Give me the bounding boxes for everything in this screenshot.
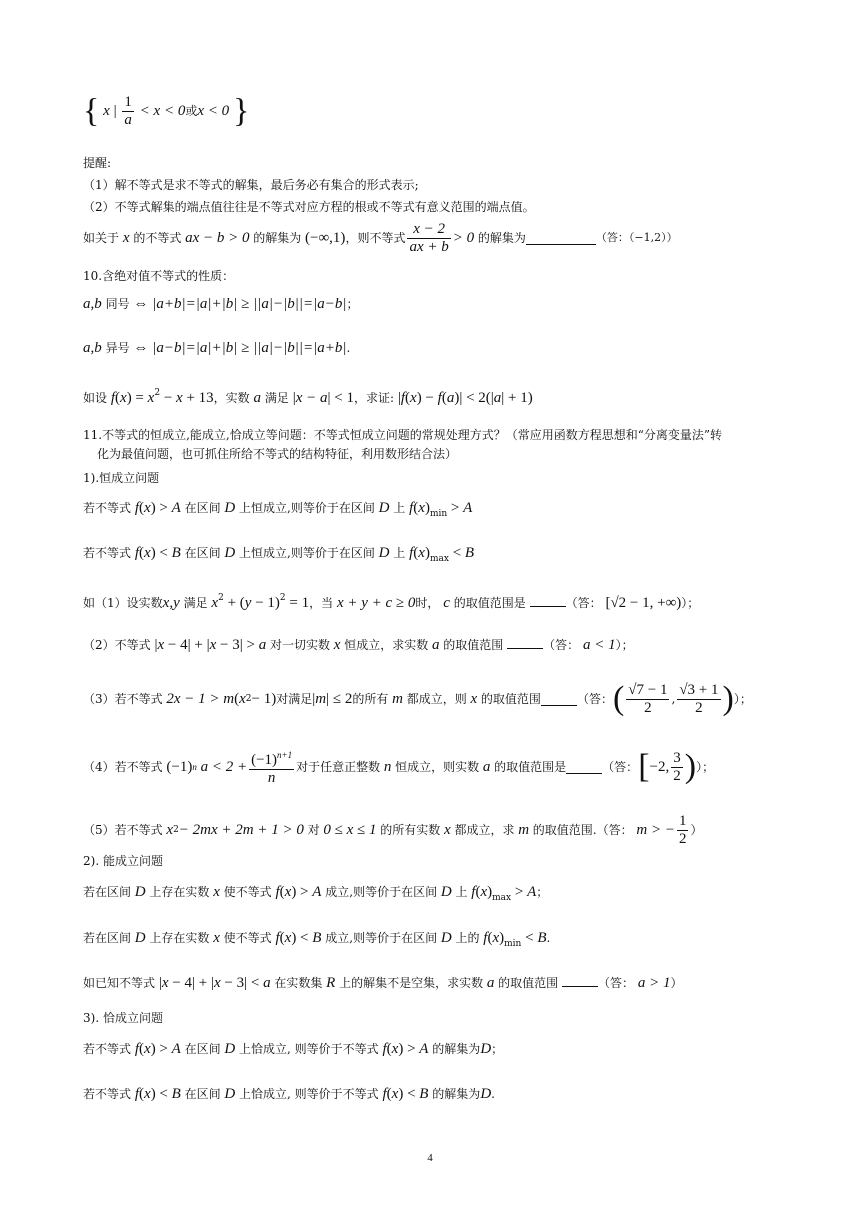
prop-same-sign: a,b 同号 ⇔ |a+b|=|a|+|b| ≥ ||a|−|b||=|a−b|； bbox=[83, 296, 359, 312]
example-4: （4）若不等式 (−1) n a < 2 + $\frac{(-1)^{n+1}}{n}$ 对于任意正整数 n 恒成立，则实数 a 的取值范围是 （答： [ −2, $\frac{3}{2}$ ) ）； bbox=[83, 748, 715, 786]
set-result: { x | $\frac{1}{a}$ < x < 0或x < 0 } bbox=[83, 92, 250, 130]
example-a: 如关于 x 的不等式 ax − b > 0 的解集为 (−∞,1) ，则不等式 $\frac{x - 2}{ax + b}$ > 0 的解集为 （答：（−1,2）） bbox=[83, 220, 678, 255]
example-b: 如设 $f(x) = x^2 - x + 13$，实数 a 满足 |x − a| < 1，求证: |f(x) − f(a)| < 2(|a| + 1) bbox=[83, 388, 533, 406]
reminder-1: （1）解不等式是求不等式的解集，最后务必有集合的形式表示; bbox=[83, 178, 419, 192]
sub-2-title: 2). 能成立问题 bbox=[83, 854, 163, 868]
sub-3-title: 3). 恰成立问题 bbox=[83, 1011, 163, 1025]
answer-blank bbox=[526, 232, 596, 245]
exact-rule-lt: 若不等式 f(x) < B 在区间 D 上恰成立, 则等价于不等式 f(x) < B 的解集为D. bbox=[83, 1086, 495, 1102]
example-2: （2）不等式 |x − 4| + |x − 3| > a 对一切实数 x 恒成立，求实数 a 的取值范围 （答： a < 1）； bbox=[83, 637, 634, 653]
can-rule-max: 若在区间 D 上存在实数 x 使不等式 f(x) > A 成立,则等价于在区间 D 上 $f(x)_{max} > A$； bbox=[83, 884, 549, 903]
section-11-title: 11.不等式的恒成立,能成立,恰成立等问题：不等式恒成立问题的常规处理方式？（常应用函数方程思想和“分离变量法”转 bbox=[83, 428, 722, 442]
example-1: 如（1）设实数x,y 满足 $x^2 + (y - 1)^2 = 1$，当 x + y + c ≥ 0时， c 的取值范围是 （答： [√2 − 1, +∞)）； bbox=[83, 593, 700, 611]
reminder-title: 提醒: bbox=[83, 156, 112, 170]
example-6: 如已知不等式 |x − 4| + |x − 3| < a 在实数集 R 上的解集不是空集，求实数 a 的取值范围 （答： a > 1） bbox=[83, 975, 683, 991]
sub-1-title: 1).恒成立问题 bbox=[83, 471, 160, 485]
section-11-title-cont: 化为最值问题，也可抓住所给不等式的结构特征，利用数形结合法） bbox=[97, 447, 458, 461]
example-5: （5）若不等式 x 2 − 2mx + 2m + 1 > 0 对 0 ≤ x ≤ 1 的所有实数 x 都成立，求 m 的取值范围.（答： m > − $\frac{1}{2}$ ） bbox=[83, 812, 703, 847]
always-rule-max: 若不等式 f(x) < B 在区间 D 上恒成立,则等价于在区间 D 上 $f(x)_{max} < B$ bbox=[83, 545, 475, 564]
exact-rule-gt: 若不等式 f(x) > A 在区间 D 上恰成立, 则等价于不等式 f(x) > A 的解集为D； bbox=[83, 1041, 504, 1057]
reminder-2: （2）不等式解集的端点值往往是不等式对应方程的根或不等式有意义范围的端点值。 bbox=[83, 200, 535, 214]
page-number: 4 bbox=[427, 1152, 433, 1164]
example-3: （3）若不等式 2x − 1 > m ( x 2 − 1) 对满足 | m | ≤ 2 的所有 m 都成立，则 x 的取值范围 （答： ( $\frac{√7 - 1}{2}$ , $\frac{√3 + 1}{2}$ ) ）； bbox=[83, 680, 752, 717]
section-10-title: 10.含绝对值不等式的性质： bbox=[83, 269, 235, 283]
always-rule-min: 若不等式 f(x) > A 在区间 D 上恒成立,则等价于在区间 D 上 $f(x)_{min} > A$ bbox=[83, 500, 473, 519]
can-rule-min: 若在区间 D 上存在实数 x 使不等式 f(x) < B 成立,则等价于在区间 D 上的 $f(x)_{min} < B$. bbox=[83, 930, 551, 949]
prop-opposite-sign: a,b 异号 ⇔ |a−b|=|a|+|b| ≥ ||a|−|b||=|a+b|. bbox=[83, 340, 351, 356]
